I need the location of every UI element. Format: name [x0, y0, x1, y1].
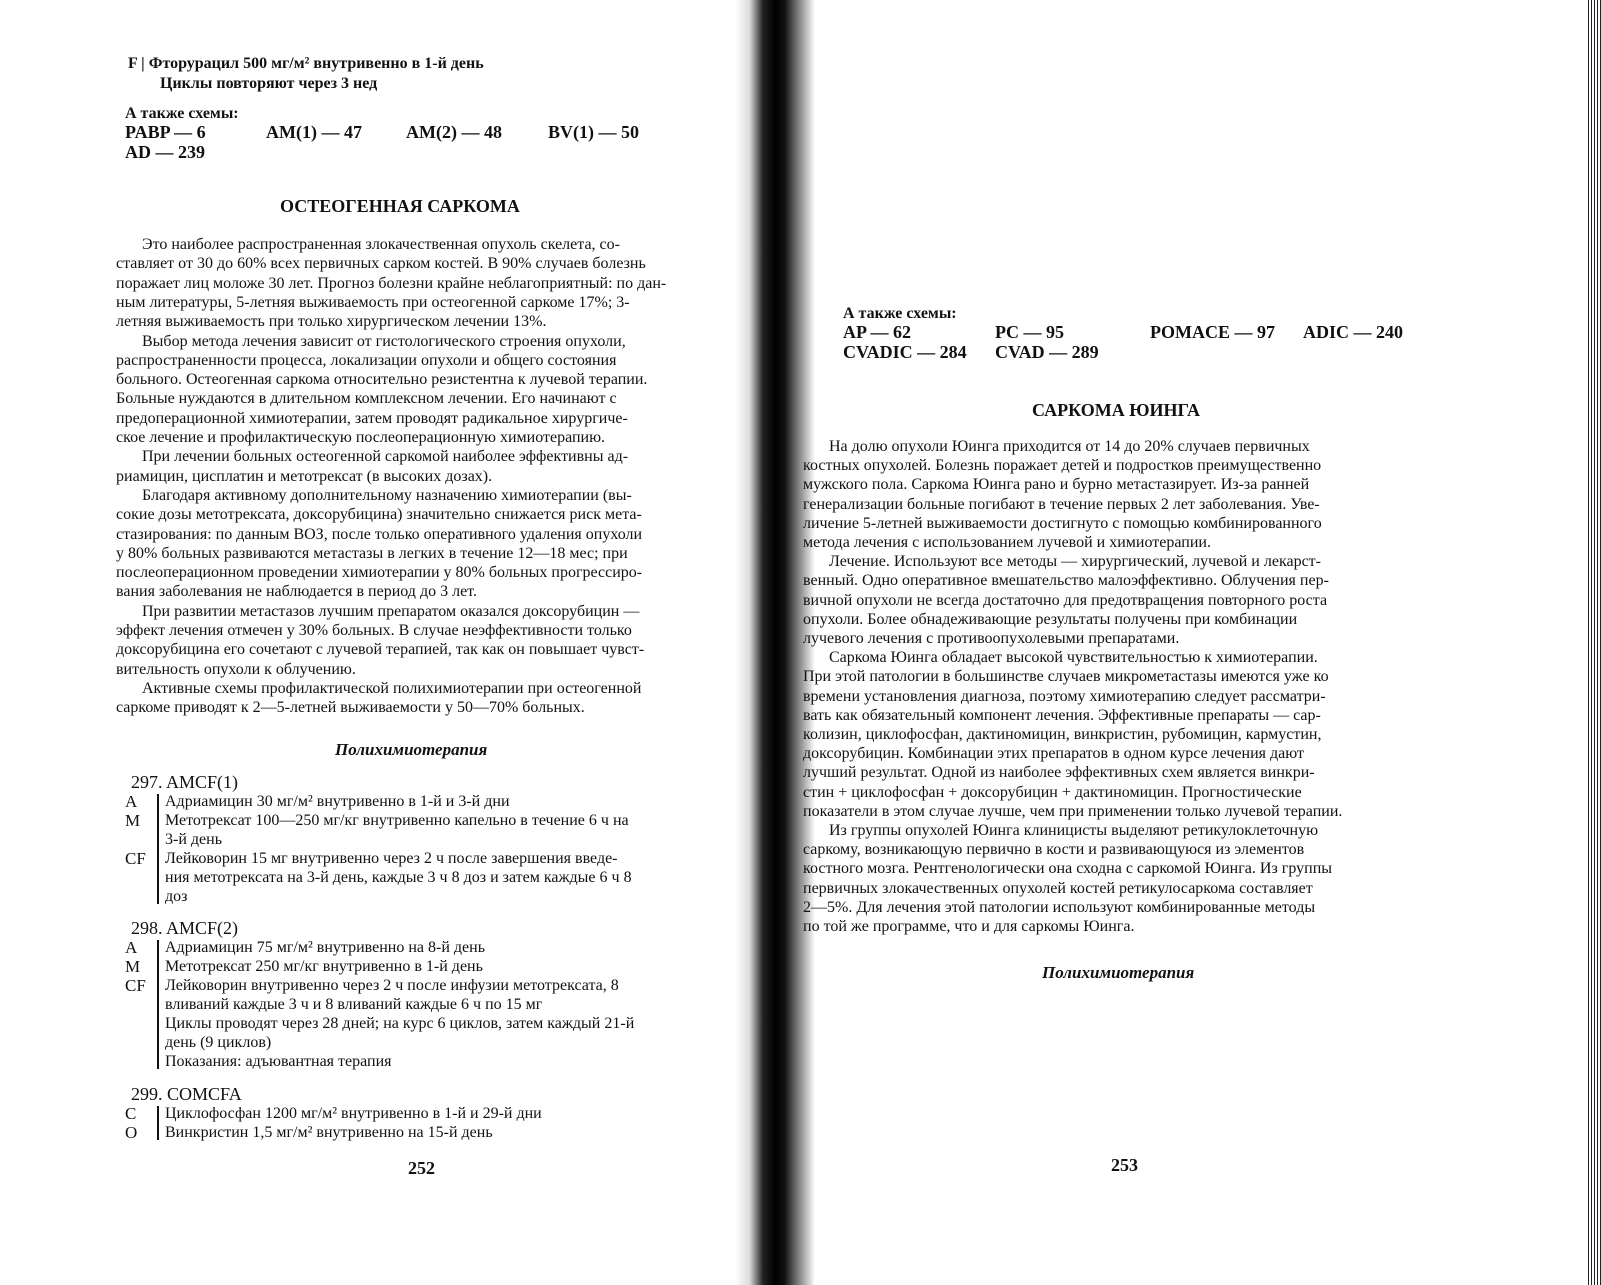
body-line: опухоли. Более обнадеживающие результаты получены при комбинации: [803, 610, 1298, 628]
body-line: поражает лиц моложе 30 лет. Прогноз болезни крайне неблагоприятный: по дан-: [116, 274, 667, 292]
body-line: саркому, возникающую первично в кости и развивающуюся из элементов: [803, 841, 1305, 859]
drug-code: CF: [125, 976, 146, 995]
drug-line: Адриамицин 30 мг/м² внутривенно в 1-й и 3-й дни: [165, 793, 510, 810]
regimen-title: 299. COMCFA: [131, 1084, 242, 1104]
body-line: стазирования: по данным ВОЗ, после только оперативного удаления опухоли: [116, 525, 643, 543]
body-line: При лечении больных остеогенной саркомой наиболее эффективны ад-: [142, 448, 629, 466]
drug-code: O: [125, 1123, 138, 1142]
drug-line: ния метотрексата на 3-й день, каждые 3 ч 8 доз и затем каждые 6 ч 8: [165, 869, 632, 886]
body-line: Это наиболее распространенная злокачественная опухоль скелета, со-: [142, 236, 620, 253]
scheme-item: AP — 62: [843, 322, 912, 342]
section-subheading: Полихимиотерапия: [1042, 963, 1195, 982]
drug-code: M: [125, 957, 141, 976]
scheme-item: AM(1) — 47: [266, 122, 362, 142]
body-line: летняя выживаемость при только хирургическом лечении 13%.: [116, 313, 547, 331]
drug-line: Показания: адъювантная терапия: [165, 1053, 392, 1070]
scheme-item: AD — 239: [125, 142, 205, 162]
scheme-item: ADIC — 240: [1303, 322, 1404, 342]
drug-line: Циклофосфан 1200 мг/м² внутривенно в 1-й и 29-й дни: [165, 1105, 542, 1122]
body-line: ставляет от 30 до 60% всех первичных сарком костей. В 90% случаев болезнь: [116, 255, 646, 273]
drug-line: день (9 циклов): [165, 1034, 272, 1051]
drug-line: Метотрексат 250 мг/кг внутривенно в 1-й день: [165, 958, 483, 975]
drug-line: Циклы проводят через 28 дней; на курс 6 циклов, затем каждый 21-й: [165, 1015, 635, 1032]
drug-code: C: [125, 1104, 137, 1123]
page-number: 252: [408, 1158, 435, 1178]
drug-line: Метотрексат 100—250 мг/кг внутривенно капельно в течение 6 ч на: [165, 812, 629, 829]
regimen-title: 298. AMCF(2): [131, 918, 239, 938]
scheme-item: AM(2) — 48: [406, 122, 502, 142]
body-line: сокие дозы метотрексата, доксорубицина) значительно снижается риск мета-: [116, 506, 642, 524]
body-line: показатели в этом случае лучше, чем при применении только лучевой терапии.: [803, 802, 1343, 820]
body-line: костного мозга. Рентгенологически она сходна с саркомой Юинга. Из группы: [803, 860, 1332, 878]
body-line: доксорубицин. Комбинации этих препаратов в одном курсе лечения дают: [803, 745, 1304, 763]
drug-line: Винкристин 1,5 мг/м² внутривенно на 15-й день: [165, 1124, 493, 1141]
section-subheading: Полихимиотерапия: [335, 740, 488, 759]
body-line: по той же программе, что и для саркомы Юинга.: [803, 918, 1135, 935]
body-line: костных опухолей. Болезнь поражает детей и подростков преимущественно: [803, 457, 1322, 475]
drug-line: доз: [165, 888, 188, 905]
body-line: саркоме приводят к 2—5-летней выживаемости у 50—70% больных.: [116, 699, 585, 717]
drug-code: A: [125, 792, 138, 811]
body-line: послеоперационном проведении химиотерапии у 80% больных прогрессиро-: [116, 564, 643, 582]
scheme-item: CVAD — 289: [995, 342, 1099, 362]
section-heading: ОСТЕОГЕННАЯ САРКОМА: [280, 196, 520, 216]
body-line: эффект лечения отмечен у 30% больных. В случае неэффективности только: [116, 622, 632, 639]
drug-line: Адриамицин 75 мг/м² внутривенно на 8-й день: [165, 939, 485, 956]
body-line: ным литературы, 5-летняя выживаемость при остеогенной саркоме 17%; 3-: [116, 293, 630, 311]
top-line-2: Циклы повторяют через 3 нед: [160, 75, 378, 92]
drug-line: 3-й день: [165, 831, 222, 848]
body-line: Из группы опухолей Юинга клиницисты выделяют ретикулоклеточную: [829, 822, 1319, 839]
body-line: лучевого лечения с противоопухолевыми препаратами.: [803, 630, 1180, 647]
section-heading: САРКОМА ЮИНГА: [1032, 400, 1200, 420]
body-line: больного. Остеогенная саркома относительно резистентна к лучевой терапии.: [116, 371, 648, 389]
body-line: лучший результат. Одной из наиболее эффективных схем является винкри-: [803, 764, 1315, 782]
body-line: метода лечения с использованием лучевой и химиотерапии.: [803, 534, 1211, 551]
body-line: времени установления диагноза, поэтому химиотерапию следует рассматри-: [803, 687, 1326, 705]
body-line: вать как обязательный компонент лечения. Эффективные препараты — сар-: [803, 706, 1321, 724]
drug-code: A: [125, 938, 138, 957]
scheme-item: PC — 95: [995, 322, 1064, 342]
body-line: первичных злокачественных опухолей костей ретикулосаркома составляет: [803, 879, 1313, 897]
body-line: генерализации больные погибают в течение первых 2 лет заболевания. Уве-: [803, 495, 1320, 513]
body-line: вичной опухоли не всегда достаточно для предотвращения повторного роста: [803, 591, 1328, 609]
top-line-1: F | Фторурацил 500 мг/м² внутривенно в 1-й день: [128, 55, 484, 72]
regimen-title: 297. AMCF(1): [131, 772, 239, 792]
body-line: доксорубицина его сочетают с лучевой терапией, так как он повышает чувст-: [116, 641, 645, 659]
also-schemes-label: А также схемы:: [125, 105, 239, 122]
body-line: личение 5-летней выживаемости достигнуто с помощью комбинированного: [803, 514, 1322, 532]
body-line: Активные схемы профилактической полихимиотерапии при остеогенной: [142, 679, 642, 697]
body-line: Лечение. Используют все методы — хирургический, лучевой и лекарст-: [829, 553, 1321, 571]
body-line: 2—5%. Для лечения этой патологии используют комбинированные методы: [803, 898, 1316, 916]
regimen-bracket: [157, 794, 159, 904]
scheme-item: BV(1) — 50: [548, 122, 639, 142]
regimen-bracket: [157, 1106, 159, 1140]
body-line: мужского пола. Саркома Юинга рано и бурно метастазирует. Из-за ранней: [803, 476, 1310, 494]
page-number: 253: [1111, 1155, 1138, 1175]
body-line: распространенности процесса, локализации опухоли и общего состояния: [116, 351, 617, 369]
body-line: ское лечение и профилактическую послеоперационную химиотерапию.: [116, 429, 606, 446]
body-line: При этой патологии в большинстве случаев микрометастазы имеются уже ко: [803, 668, 1329, 686]
right-page: [800, 0, 1601, 1285]
left-page: [0, 0, 760, 1285]
body-line: колизин, циклофосфан, дактиномицин, винкристин, рубомицин, кармустин,: [803, 726, 1322, 743]
body-line: При развитии метастазов лучшим препаратом оказался доксорубицин —: [142, 602, 640, 620]
body-line: Саркома Юинга обладает высокой чувствительностью к химиотерапии.: [829, 649, 1318, 667]
body-line: риамицин, цисплатин и метотрексат (в высоких дозах).: [116, 467, 493, 485]
body-line: Выбор метода лечения зависит от гистологического строения опухоли,: [142, 332, 626, 350]
body-line: вания заболевания не наблюдается в период до 3 лет.: [116, 583, 477, 601]
scheme-item: POMACE — 97: [1150, 322, 1275, 342]
drug-code: M: [125, 811, 141, 830]
body-line: На долю опухоли Юинга приходится от 14 до 20% случаев первичных: [829, 438, 1310, 455]
also-schemes-label: А также схемы:: [843, 305, 957, 322]
body-line: Больные нуждаются в длительном комплексном лечении. Его начинают с: [116, 390, 617, 408]
drug-line: Лейковорин внутривенно через 2 ч после инфузии метотрексата, 8: [165, 977, 619, 994]
body-line: венный. Одно оперативное вмешательство малоэффективно. Облучения пер-: [803, 572, 1329, 590]
drug-line: вливаний каждые 3 ч и 8 вливаний каждые 6 ч по 15 мг: [165, 996, 543, 1013]
drug-code: CF: [125, 849, 146, 868]
scheme-item: CVADIC — 284: [843, 342, 967, 362]
body-line: стин + циклофосфан + доксорубицин + дактиномицин. Прогностические: [803, 783, 1302, 801]
body-line: вительность опухоли к облучению.: [116, 660, 356, 678]
body-line: Благодаря активному дополнительному назначению химиотерапии (вы-: [142, 486, 632, 504]
scheme-item: PABP — 6: [125, 122, 206, 142]
regimen-bracket: [157, 940, 159, 1069]
body-line: у 80% больных развиваются метастазы в легких в течение 12—18 мес; при: [116, 544, 628, 562]
body-line: предоперационной химиотерапии, затем проводят радикальное хирургиче-: [116, 409, 628, 427]
drug-line: Лейковорин 15 мг внутривенно через 2 ч после завершения введе-: [165, 850, 618, 867]
